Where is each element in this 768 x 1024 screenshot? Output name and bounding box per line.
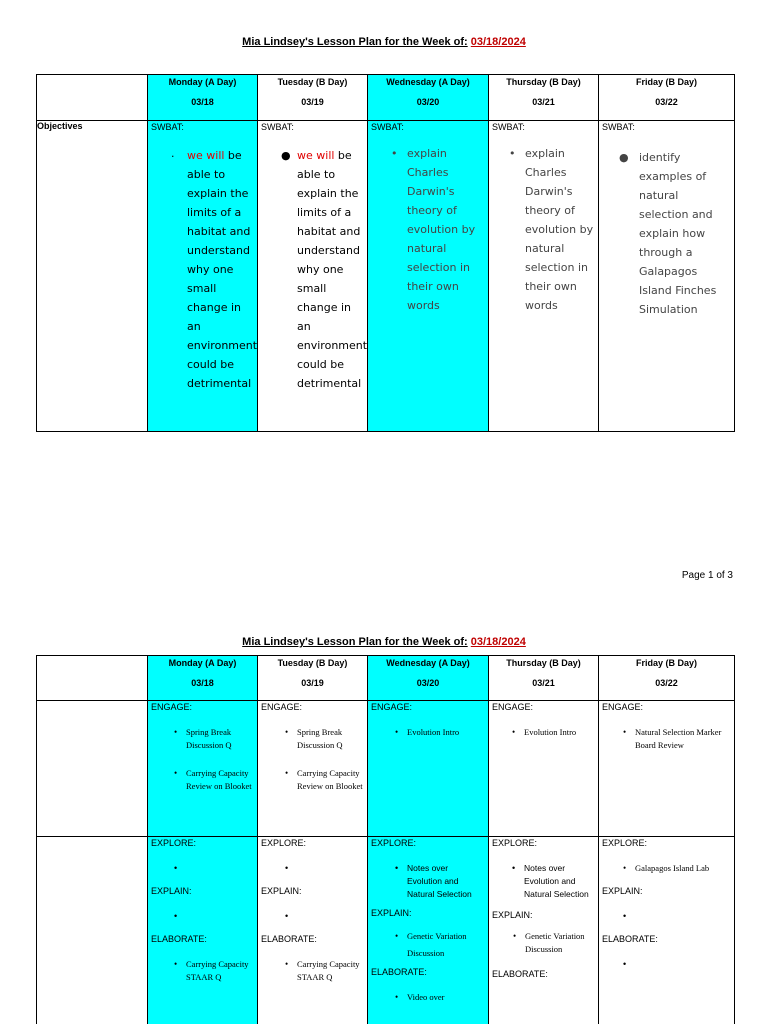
header-corner (37, 656, 148, 701)
list-item: • Carrying Capacity Review on Blooket (285, 768, 363, 791)
list-item: • Evolution Intro (512, 727, 577, 737)
list-item: • Spring Break Discussion Q (285, 727, 343, 750)
header-friday: Friday (B Day) 03/22 (599, 656, 735, 701)
header-thursday: Thursday (B Day) 03/21 (489, 75, 599, 121)
lesson-plan-table (36, 74, 735, 432)
empty-bullet: • (623, 911, 627, 921)
engage-tuesday: ENGAGE: • Spring Break Discussion Q • Carrying Capacity Review on Blooket (258, 701, 368, 837)
objective-item: • explain Charles Darwin's theory of evolution by natural selection in their own words (391, 147, 476, 312)
objective-tuesday: SWBAT: ● we will be able to explain the limits of a habitat and understand why one small change in an environment could be detrimental (258, 121, 368, 432)
list-item: • Video over (395, 992, 445, 1002)
explore-label-cell (37, 837, 148, 1024)
page-footer: Page 1 of 3 (681, 570, 733, 581)
engage-wednesday: ENGAGE: • Evolution Intro (368, 701, 489, 837)
list-item: • Carrying Capacity STAAR Q (174, 959, 249, 982)
empty-bullet: • (174, 863, 178, 873)
list-item: • Natural Selection Marker Board Review (623, 727, 722, 750)
header-tuesday: Tuesday (B Day) 03/19 (258, 656, 368, 701)
header-corner (37, 75, 148, 121)
list-item: • Notes over Evolution and Natural Selection (395, 863, 472, 899)
objectives-row (37, 121, 735, 432)
engage-thursday: ENGAGE: • Evolution Intro (489, 701, 599, 837)
lesson-plan-table-2 (36, 655, 735, 1024)
objective-item: ● we will be able to explain the limits of a habitat and understand why one small change in an environment could be detrimental (281, 149, 368, 390)
header-thursday: Thursday (B Day) 03/21 (489, 656, 599, 701)
list-item: • Genetic Variation Discussion (513, 931, 585, 954)
explore-row (37, 837, 735, 1024)
empty-bullet: • (623, 959, 627, 969)
explore-wednesday: EXPLORE: • Notes over Evolution and Natural Selection EXPLAIN: • Genetic Variation Discussion ELABORATE: • Video over (368, 837, 489, 1024)
list-item: • Carrying Capacity STAAR Q (285, 959, 360, 982)
empty-bullet: • (285, 863, 289, 873)
objective-monday: SWBAT: . we will be able to explain the limits of a habitat and understand why one small change in an environment could be detrimental (148, 121, 258, 432)
explore-friday: EXPLORE: • Galapagos Island Lab EXPLAIN: • ELABORATE: • (599, 837, 735, 1024)
objectives-label: Objectives (37, 121, 148, 432)
list-item: • Evolution Intro (395, 727, 460, 737)
explore-thursday: EXPLORE: • Notes over Evolution and Natural Selection EXPLAIN: • Genetic Variation Discussion ELABORATE: (489, 837, 599, 1024)
explore-monday: EXPLORE: • EXPLAIN: • ELABORATE: • Carrying Capacity STAAR Q (148, 837, 258, 1024)
objective-wednesday: SWBAT: • explain Charles Darwin's theory of evolution by natural selection in their own words (368, 121, 489, 432)
engage-friday: ENGAGE: • Natural Selection Marker Board Review (599, 701, 735, 837)
list-item: • Carrying Capacity Review on Blooket (174, 768, 252, 791)
objective-item: ● identify examples of natural selection and explain how through a Galapagos Island Finches Simulation (619, 151, 717, 316)
list-item: • Spring Break Discussion Q (174, 727, 232, 750)
header-wednesday: Wednesday (A Day) 03/20 (368, 656, 489, 701)
engage-label-cell (37, 701, 148, 837)
objective-item: • explain Charles Darwin's theory of evolution by natural selection in their own words (509, 147, 594, 312)
header-tuesday: Tuesday (B Day) 03/19 (258, 75, 368, 121)
objective-item: . we will be able to explain the limits of a habitat and understand why one small change in an environment could be detrimental (171, 147, 258, 390)
header-row (37, 75, 735, 121)
page-title: Mia Lindsey's Lesson Plan for the Week of: 03/18/2024 (242, 36, 526, 48)
header-monday: Monday (A Day) 03/18 (148, 656, 258, 701)
header-wednesday: Wednesday (A Day) 03/20 (368, 75, 489, 121)
list-item: • Galapagos Island Lab (623, 863, 710, 873)
list-item: • Notes over Evolution and Natural Selection (512, 863, 589, 899)
engage-row (37, 701, 735, 837)
empty-bullet: • (174, 911, 178, 921)
engage-monday: ENGAGE: • Spring Break Discussion Q • Carrying Capacity Review on Blooket (148, 701, 258, 837)
list-item: • Genetic Variation Discussion (395, 931, 467, 958)
header-row-2 (37, 656, 735, 701)
header-friday: Friday (B Day) 03/22 (599, 75, 735, 121)
objective-thursday: SWBAT: • explain Charles Darwin's theory of evolution by natural selection in their own words (489, 121, 599, 432)
objective-friday: SWBAT: ● identify examples of natural selection and explain how through a Galapagos Island Finches Simulation (599, 121, 735, 432)
page-2 (0, 600, 768, 1024)
explore-tuesday: EXPLORE: • EXPLAIN: • ELABORATE: • Carrying Capacity STAAR Q (258, 837, 368, 1024)
page-title-2: Mia Lindsey's Lesson Plan for the Week of: 03/18/2024 (242, 636, 526, 648)
empty-bullet: • (285, 911, 289, 921)
header-monday: Monday (A Day) 03/18 (148, 75, 258, 121)
